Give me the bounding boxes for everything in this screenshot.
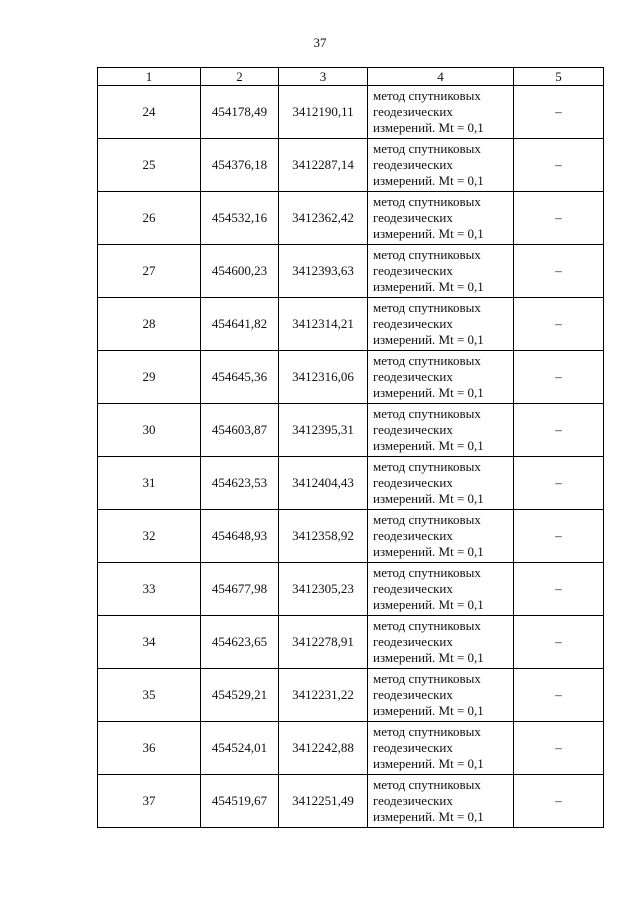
table-row [98,616,604,669]
method-line: метод спутниковых [373,777,481,792]
method-line: геодезических [373,210,453,225]
table-body [98,86,604,828]
y-coordinate-cell: 3412278,91 [279,616,368,669]
note-dash: – [555,210,562,225]
method-line: геодезических [373,634,453,649]
note-dash: – [555,369,562,384]
y-coordinate-cell: 3412358,92 [279,510,368,563]
method-line: измерений. Mt = 0,1 [373,597,484,612]
note-dash: – [555,316,562,331]
header-col-4: 4 [368,68,514,86]
note-dash: – [555,475,562,490]
method-line: измерений. Mt = 0,1 [373,120,484,135]
method-line: геодезических [373,793,453,808]
point-number-cell: 37 [98,775,201,828]
method-line: метод спутниковых [373,671,481,686]
y-coordinate-cell: 3412287,14 [279,139,368,192]
method-line: метод спутниковых [373,406,481,421]
y-coordinate-cell: 3412393,63 [279,245,368,298]
note-cell [514,351,604,404]
method-line: геодезических [373,263,453,278]
x-coordinate-cell: 454524,01 [201,722,279,775]
method-line: измерений. Mt = 0,1 [373,279,484,294]
method-line: метод спутниковых [373,459,481,474]
method-line: геодезических [373,687,453,702]
method-line: измерений. Mt = 0,1 [373,173,484,188]
note-dash: – [555,263,562,278]
note-cell [514,457,604,510]
method-line: измерений. Mt = 0,1 [373,491,484,506]
table-row [98,457,604,510]
method-line: геодезических [373,104,453,119]
point-number-cell: 27 [98,245,201,298]
note-cell [514,775,604,828]
method-line: измерений. Mt = 0,1 [373,438,484,453]
x-coordinate-cell: 454600,23 [201,245,279,298]
method-line: метод спутниковых [373,194,481,209]
method-line: метод спутниковых [373,353,481,368]
table-row [98,351,604,404]
x-coordinate-cell: 454645,36 [201,351,279,404]
point-number-cell: 36 [98,722,201,775]
method-line: геодезических [373,528,453,543]
method-line: метод спутниковых [373,300,481,315]
note-cell [514,563,604,616]
table-row [98,510,604,563]
note-dash: – [555,581,562,596]
table-row [98,722,604,775]
y-coordinate-cell: 3412190,11 [279,86,368,139]
point-number-cell: 25 [98,139,201,192]
note-cell [514,616,604,669]
header-col-2: 2 [201,68,279,86]
x-coordinate-cell: 454648,93 [201,510,279,563]
method-line: измерений. Mt = 0,1 [373,544,484,559]
method-cell [368,457,514,510]
note-dash: – [555,740,562,755]
y-coordinate-cell: 3412362,42 [279,192,368,245]
method-line: геодезических [373,316,453,331]
x-coordinate-cell: 454641,82 [201,298,279,351]
point-number-cell: 35 [98,669,201,722]
note-cell [514,192,604,245]
method-cell [368,616,514,669]
method-line: измерений. Mt = 0,1 [373,226,484,241]
method-line: геодезических [373,740,453,755]
table-row [98,563,604,616]
point-number-cell: 34 [98,616,201,669]
note-dash: – [555,422,562,437]
method-line: геодезических [373,475,453,490]
method-cell [368,139,514,192]
note-cell [514,245,604,298]
header-col-3: 3 [279,68,368,86]
coordinates-table [97,67,604,828]
y-coordinate-cell: 3412314,21 [279,298,368,351]
table-row [98,775,604,828]
point-number-cell: 33 [98,563,201,616]
note-cell [514,669,604,722]
y-coordinate-cell: 3412316,06 [279,351,368,404]
method-line: измерений. Mt = 0,1 [373,650,484,665]
note-dash: – [555,634,562,649]
point-number-cell: 29 [98,351,201,404]
note-cell [514,722,604,775]
point-number-cell: 26 [98,192,201,245]
method-line: метод спутниковых [373,141,481,156]
note-dash: – [555,687,562,702]
x-coordinate-cell: 454623,65 [201,616,279,669]
note-cell [514,139,604,192]
method-line: измерений. Mt = 0,1 [373,385,484,400]
note-dash: – [555,157,562,172]
method-line: измерений. Mt = 0,1 [373,756,484,771]
point-number-cell: 24 [98,86,201,139]
table-row [98,669,604,722]
method-cell [368,510,514,563]
method-cell [368,351,514,404]
table-row [98,245,604,298]
method-cell [368,669,514,722]
method-cell [368,563,514,616]
x-coordinate-cell: 454529,21 [201,669,279,722]
note-cell [514,510,604,563]
note-dash: – [555,104,562,119]
y-coordinate-cell: 3412242,88 [279,722,368,775]
y-coordinate-cell: 3412305,23 [279,563,368,616]
method-line: метод спутниковых [373,512,481,527]
table-row [98,298,604,351]
y-coordinate-cell: 3412404,43 [279,457,368,510]
x-coordinate-cell: 454178,49 [201,86,279,139]
y-coordinate-cell: 3412395,31 [279,404,368,457]
point-number-cell: 32 [98,510,201,563]
x-coordinate-cell: 454677,98 [201,563,279,616]
method-cell [368,775,514,828]
x-coordinate-cell: 454519,67 [201,775,279,828]
method-line: метод спутниковых [373,247,481,262]
table-row [98,192,604,245]
method-line: метод спутниковых [373,724,481,739]
method-line: метод спутниковых [373,618,481,633]
method-line: геодезических [373,581,453,596]
method-line: геодезических [373,157,453,172]
method-cell [368,245,514,298]
method-line: измерений. Mt = 0,1 [373,332,484,347]
note-dash: – [555,528,562,543]
table-row [98,404,604,457]
note-cell [514,86,604,139]
method-cell [368,722,514,775]
point-number-cell: 30 [98,404,201,457]
method-line: геодезических [373,422,453,437]
method-line: метод спутниковых [373,565,481,580]
point-number-cell: 31 [98,457,201,510]
method-line: метод спутниковых [373,88,481,103]
x-coordinate-cell: 454623,53 [201,457,279,510]
table-row [98,86,604,139]
page-number: 37 [313,35,327,50]
point-number-cell: 28 [98,298,201,351]
note-cell [514,404,604,457]
method-line: геодезических [373,369,453,384]
note-dash: – [555,793,562,808]
method-cell [368,404,514,457]
note-cell [514,298,604,351]
y-coordinate-cell: 3412251,49 [279,775,368,828]
header-col-5: 5 [514,68,604,86]
x-coordinate-cell: 454532,16 [201,192,279,245]
method-line: измерений. Mt = 0,1 [373,703,484,718]
method-cell [368,298,514,351]
method-line: измерений. Mt = 0,1 [373,809,484,824]
table-row [98,139,604,192]
header-col-1: 1 [98,68,201,86]
x-coordinate-cell: 454603,87 [201,404,279,457]
table-header-row [98,68,604,86]
method-cell [368,86,514,139]
x-coordinate-cell: 454376,18 [201,139,279,192]
method-cell [368,192,514,245]
y-coordinate-cell: 3412231,22 [279,669,368,722]
